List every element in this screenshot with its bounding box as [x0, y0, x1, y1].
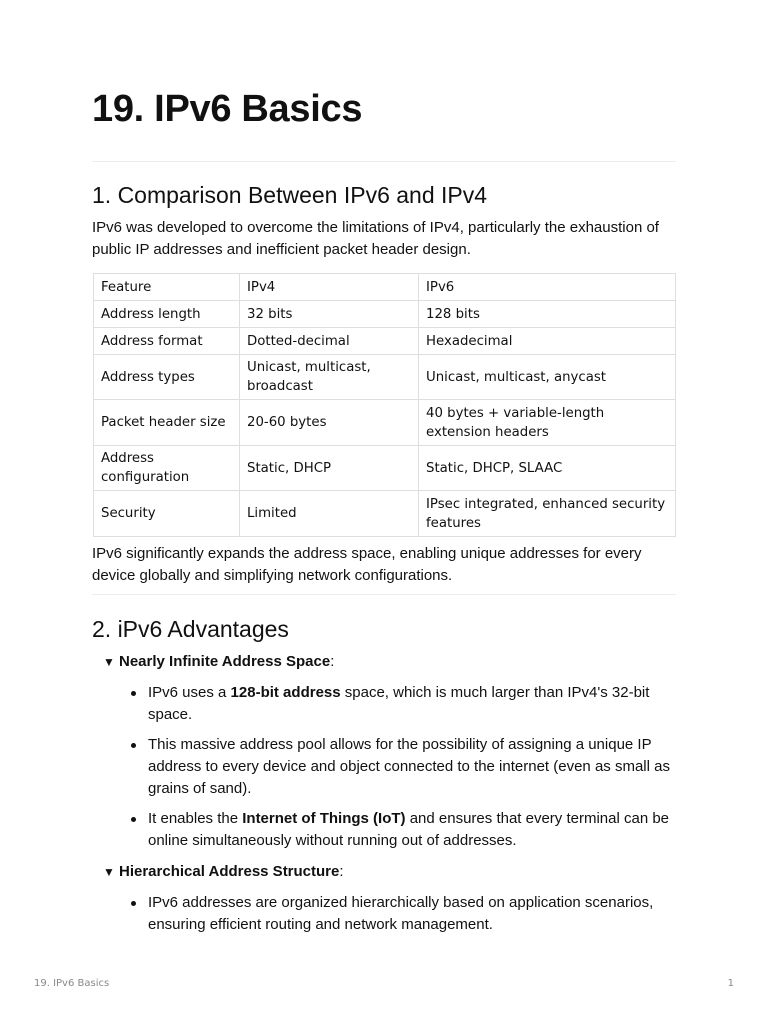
list-text: and ensures that every terminal can be online simultaneously without running out of addresses.	[148, 810, 670, 849]
table-cell: Static, DHCP, SLAAC	[419, 446, 676, 491]
section-heading-advantages: 2. iPv6 Advantages	[92, 616, 289, 642]
table-cell: Address configuration	[94, 446, 240, 491]
toggle-suffix: :	[339, 863, 344, 880]
list-text: IPv6 addresses are organized hierarchically based on application scenarios, ensuring efficient routing and network management.	[148, 894, 654, 933]
table-cell: IPsec integrated, enhanced security features	[419, 491, 676, 537]
table-cell: Unicast, multicast, anycast	[419, 355, 676, 400]
list-text-bold: Internet of Things (IoT)	[242, 810, 406, 827]
list-item	[128, 682, 676, 726]
table-header-row	[94, 274, 676, 301]
table-cell: 40 bytes + variable-length extension headers	[419, 400, 676, 446]
divider	[92, 161, 676, 162]
address-space-list	[128, 682, 676, 852]
table-cell: Address format	[94, 328, 240, 355]
table-row	[94, 301, 676, 328]
list-item	[128, 734, 676, 800]
list-text: It enables the	[148, 810, 243, 827]
toggle-label: Hierarchical Address Structure	[119, 863, 340, 880]
table-cell: Dotted-decimal	[240, 328, 419, 355]
table-row	[94, 400, 676, 446]
table-cell: Security	[94, 491, 240, 537]
page-title: 19. IPv6 Basics	[92, 88, 363, 130]
table-cell: Hexadecimal	[419, 328, 676, 355]
table-cell: Unicast, multicast, broadcast	[240, 355, 419, 400]
toggle-suffix: :	[330, 653, 335, 670]
list-text: space, which is much larger than IPv4's 32-bit space.	[148, 684, 650, 723]
table-header-cell: IPv6	[419, 274, 676, 301]
toggle-hierarchical-structure[interactable]	[103, 861, 344, 883]
bullet-icon	[131, 691, 136, 696]
footer-page-number: 1	[727, 978, 734, 989]
toggle-label: Nearly Infinite Address Space	[119, 653, 331, 670]
table-row	[94, 355, 676, 400]
list-text: IPv6 uses a	[148, 684, 231, 701]
table-cell: Static, DHCP	[240, 446, 419, 491]
table-cell: Limited	[240, 491, 419, 537]
comparison-intro: IPv6 was developed to overcome the limitations of IPv4, particularly the exhaustion of public IP addresses and inefficient packet header design.	[92, 219, 659, 258]
table-row	[94, 446, 676, 491]
bullet-icon	[131, 743, 136, 748]
table-row	[94, 491, 676, 537]
footer-doc-title: 19. IPv6 Basics	[34, 978, 110, 989]
table-row	[94, 328, 676, 355]
table-header-cell: Feature	[94, 274, 240, 301]
section-heading-comparison: 1. Comparison Between IPv6 and IPv4	[92, 182, 488, 208]
triangle-down-icon[interactable]: ▼	[103, 865, 115, 879]
comparison-table	[93, 273, 676, 537]
bullet-icon	[131, 901, 136, 906]
list-item	[128, 808, 676, 852]
divider	[92, 594, 676, 595]
comparison-outro: IPv6 significantly expands the address space, enabling unique addresses for every device globally and simplifying network configurations.	[92, 545, 642, 584]
triangle-down-icon[interactable]: ▼	[103, 655, 115, 669]
table-cell: Packet header size	[94, 400, 240, 446]
table-cell: 32 bits	[240, 301, 419, 328]
table-cell: Address length	[94, 301, 240, 328]
table-header-cell: IPv4	[240, 274, 419, 301]
table-cell: 128 bits	[419, 301, 676, 328]
table-cell: Address types	[94, 355, 240, 400]
list-item	[128, 892, 676, 936]
list-text: This massive address pool allows for the possibility of assigning a unique IP address to every device and object connected to the internet (even as small as grains of sand).	[148, 736, 670, 797]
toggle-address-space[interactable]	[103, 651, 334, 673]
list-text-bold: 128-bit address	[230, 684, 341, 701]
hierarchical-structure-list	[128, 892, 676, 936]
bullet-icon	[131, 817, 136, 822]
table-cell: 20-60 bytes	[240, 400, 419, 446]
